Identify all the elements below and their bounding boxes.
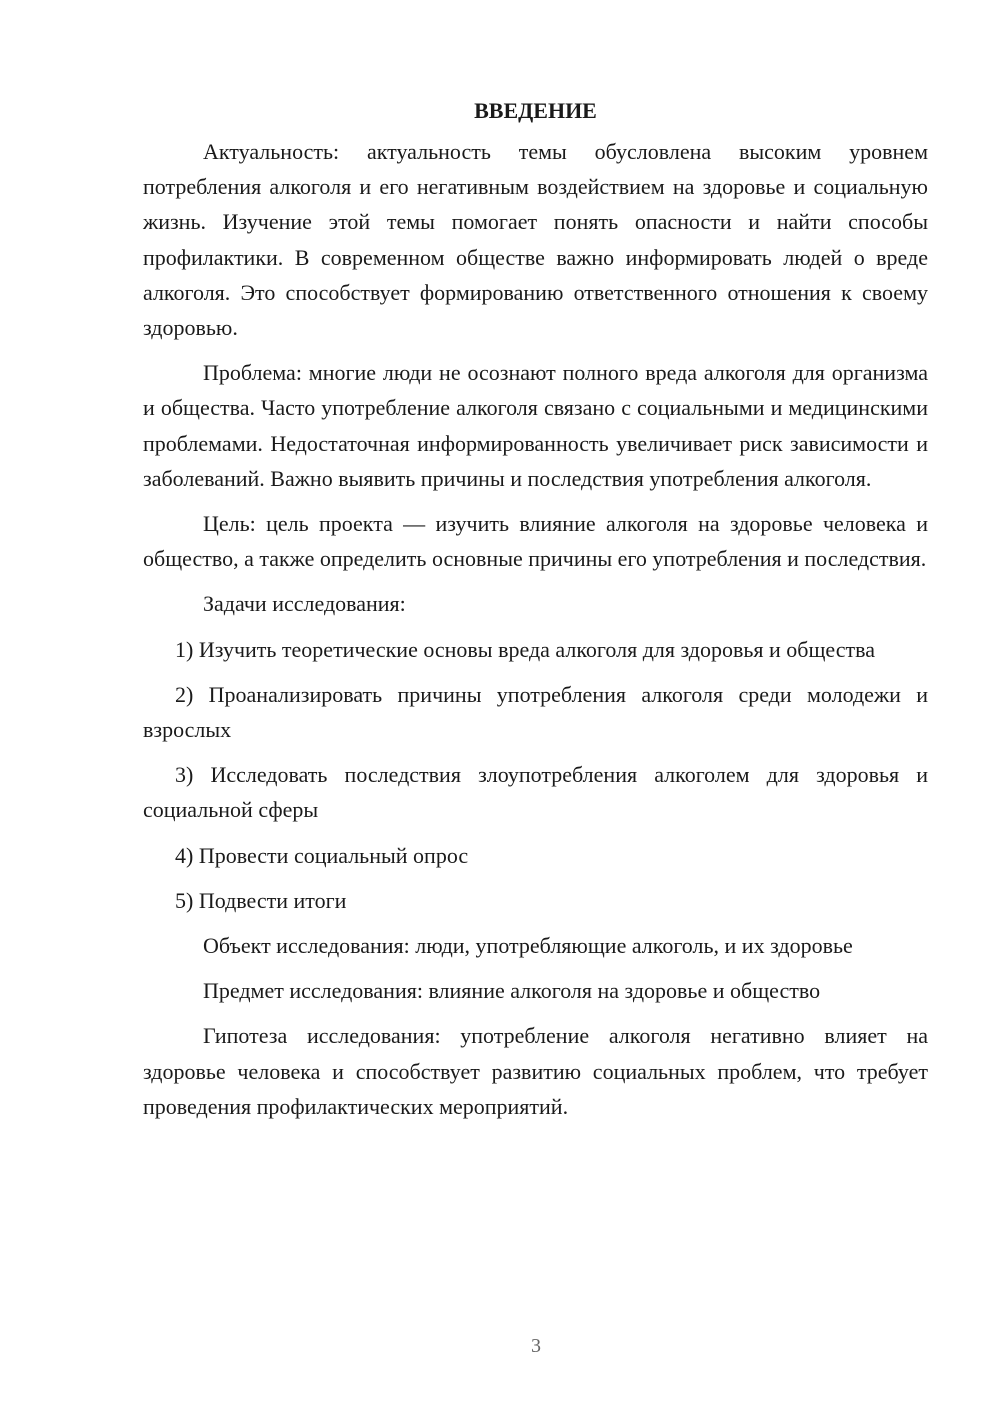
paragraph-relevance: Актуальность: актуальность темы обусловлена высоким уровнем потребления алкоголя и его негативным воздействием на здоровье и социальную жизнь. Изучение этой темы помогает понять опасности и найти способы профилактики. В современном обществе важно информировать людей о вреде алкоголя. Это способствует формированию ответственного отношения к своему здоровью.: [143, 139, 928, 341]
paragraph-tasks-heading: Задачи исследования:: [203, 591, 406, 617]
page-number: 3: [531, 1335, 541, 1357]
document-page: [143, 94, 928, 1134]
paragraph-subject: Предмет исследования: влияние алкоголя на здоровье и общество: [203, 978, 821, 1004]
task-item-4: 4) Провести социальный опрос: [175, 842, 469, 868]
task-item-2: 2) Проанализировать причины употребления алкоголя среди молодежи и взрослых: [143, 681, 928, 743]
task-item-1: 1) Изучить теоретические основы вреда алкоголя для здоровья и общества: [175, 636, 875, 662]
task-item-5: 5) Подвести итоги: [175, 887, 347, 913]
task-item-3: 3) Исследовать последствия злоупотребления алкоголем для здоровья и социальной сферы: [143, 762, 928, 823]
section-title: ВВЕДЕНИЕ: [474, 98, 597, 123]
paragraph-object: Объект исследования: люди, употребляющие алкоголь, и их здоровье: [203, 933, 853, 959]
paragraph-goal: Цель: цель проекта — изучить влияние алкоголя на здоровье человека и общество, а также определить основные причины его употребления и последствия.: [143, 511, 928, 572]
paragraph-problem: Проблема: многие люди не осознают полного вреда алкоголя для организма и общества. Часто употребление алкоголя связано с социальными и медицинскими проблемами. Недостаточная информированность увеличивает риск зависимости и заболеваний. Важно выявить причины и последствия употребления алкоголя.: [143, 360, 928, 491]
paragraph-hypothesis: Гипотеза исследования: употребление алкоголя негативно влияет на здоровье человека и способствует развитию социальных проблем, что требует проведения профилактических мероприятий.: [143, 1023, 928, 1119]
